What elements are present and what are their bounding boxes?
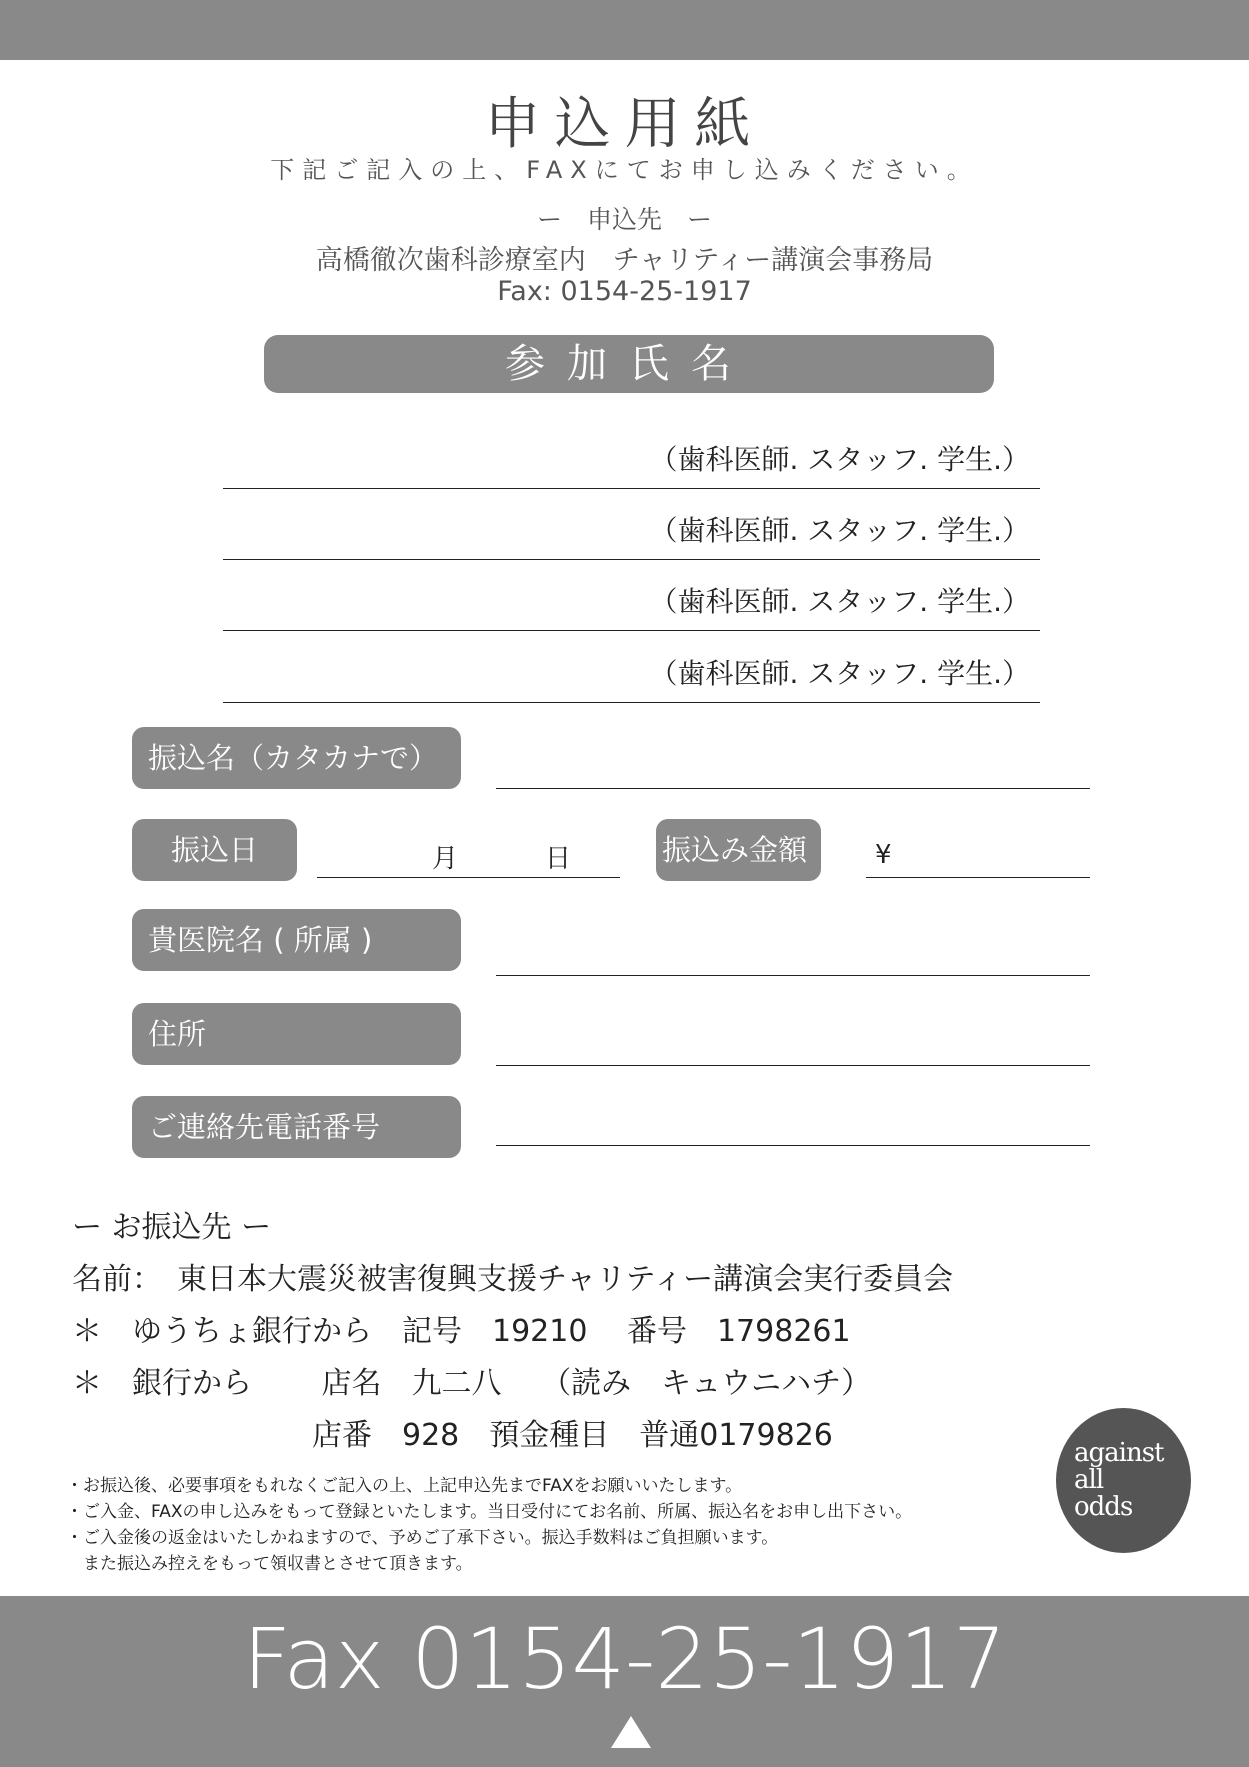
transfer-name-label: 振込名（カタカナで） [132, 727, 461, 789]
note-item: ・ご入金後の返金はいたしかねますので、予めご了承下さい。振込手数料はご負担願います。 [66, 1528, 779, 1548]
destination-name: 高橋徹次歯科診療室内 チャリティー講演会事務局 [315, 245, 934, 276]
transfer-amount-field[interactable] [866, 877, 1090, 878]
transfer-date-label: 振込日 [132, 819, 297, 881]
note-item: また振込み控えをもって領収書とさせて頂きます。 [66, 1554, 473, 1574]
address-label: 住所 [132, 1003, 461, 1065]
branch-account-info: 店番 928 預金種目 普通0179826 [312, 1418, 833, 1453]
bank-heading: ー お振込先 ー [72, 1210, 272, 1245]
attendee-name-field[interactable] [223, 436, 1040, 489]
against-all-odds-badge [1056, 1408, 1191, 1553]
attendee-role-options: （歯科医師. スタッフ. 学生.） [649, 443, 1030, 476]
attendee-role-options: （歯科医師. スタッフ. 学生.） [649, 514, 1030, 547]
page-title: 申込用紙 [484, 92, 765, 157]
attendee-name-field[interactable] [223, 578, 1040, 631]
attendee-section-header: 参加氏名 [264, 335, 994, 393]
destination-fax: Fax: 0154-25-1917 [497, 276, 752, 307]
clinic-label: 貴医院名 ( 所属 ) [132, 909, 461, 971]
transfer-amount-label: 振込み金額 [656, 819, 821, 881]
badge-text: against [1074, 1438, 1164, 1468]
attendee-role-options: （歯科医師. スタッフ. 学生.） [649, 585, 1030, 618]
attendee-name-field[interactable] [223, 650, 1040, 703]
attendee-role-options: （歯科医師. スタッフ. 学生.） [649, 657, 1030, 690]
month-label: 月 [432, 844, 459, 874]
badge-text: odds [1074, 1492, 1133, 1522]
transfer-date-field[interactable] [317, 877, 620, 878]
other-bank-transfer-info: ＊ 銀行から 店名 九二八 （読み キュウニハチ） [72, 1366, 872, 1401]
address-field[interactable] [496, 1065, 1090, 1066]
yucho-transfer-info: ＊ ゆうちょ銀行から 記号 19210 番号 1798261 [72, 1314, 851, 1349]
day-label: 日 [545, 844, 572, 874]
bank-account-name: 名前： 東日本大震災被害復興支援チャリティー講演会実行委員会 [72, 1262, 954, 1297]
note-item: ・ご入金、FAXの申し込みをもって登録といたします。当日受付にてお名前、所属、振込名をお申し出下さい。 [66, 1502, 913, 1522]
up-triangle-icon [611, 1716, 651, 1748]
phone-label: ご連絡先電話番号 [132, 1096, 461, 1158]
badge-text: all [1074, 1465, 1104, 1495]
top-band [0, 0, 1249, 60]
footer-fax-number: Fax 0154-25-1917 [242, 1610, 1007, 1708]
yen-symbol: ¥ [875, 840, 892, 870]
transfer-name-field[interactable] [496, 788, 1090, 789]
destination-heading: ー 申込先 ー [536, 205, 712, 234]
clinic-field[interactable] [496, 975, 1090, 976]
page-subtitle: 下記ご記入の上、FAXにてお申し込みください。 [270, 156, 979, 184]
note-item: ・お振込後、必要事項をもれなくご記入の上、上記申込先までFAXをお願いいたします。 [66, 1476, 743, 1496]
attendee-name-field[interactable] [223, 507, 1040, 560]
phone-field[interactable] [496, 1145, 1090, 1146]
